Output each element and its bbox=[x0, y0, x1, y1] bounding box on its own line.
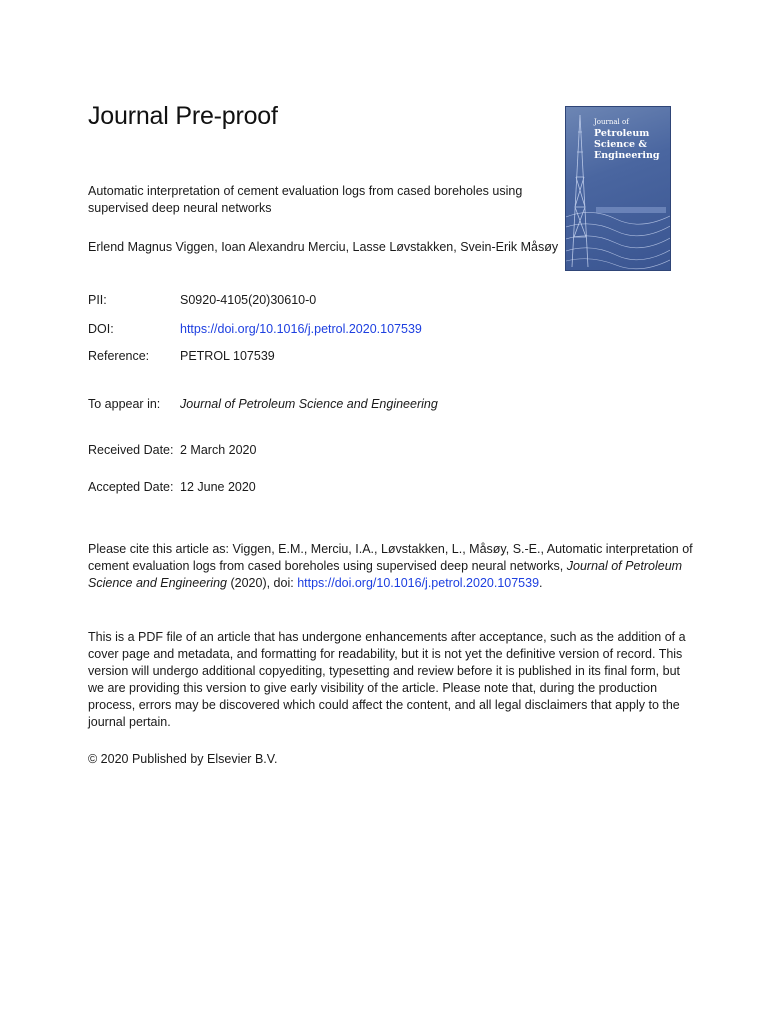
journal-cover-image bbox=[565, 106, 671, 271]
citation-doi-link[interactable]: https://doi.org/10.1016/j.petrol.2020.107539 bbox=[297, 576, 540, 590]
citation-year: (2020), doi: bbox=[227, 576, 298, 590]
reference-row bbox=[88, 349, 275, 363]
cover-journal-name bbox=[594, 117, 660, 161]
citation-paragraph bbox=[88, 541, 698, 592]
appear-in-row bbox=[88, 397, 438, 411]
pii-value: S0920-4105(20)30610-0 bbox=[180, 293, 317, 307]
accepted-date-value: 12 June 2020 bbox=[180, 480, 256, 494]
copyright-notice: © 2020 Published by Elsevier B.V. bbox=[88, 752, 278, 766]
article-title: Automatic interpretation of cement evaluation logs from cased boreholes using supervised deep neural networks bbox=[88, 184, 523, 215]
cover-line-3: Science & bbox=[594, 139, 647, 150]
reference-label: Reference: bbox=[88, 349, 150, 363]
accepted-date-label: Accepted Date: bbox=[88, 480, 174, 494]
citation-text: Please cite this article as: Viggen, E.M., Merciu, I.A., Løvstakken, L., Måsøy, S.-E., Automatic interpretation of cement evaluation logs from cased boreholes using supervised deep neural networks, bbox=[88, 542, 693, 573]
received-date-row bbox=[88, 443, 256, 457]
cover-line-2: Petroleum bbox=[594, 128, 650, 139]
doi-row bbox=[88, 322, 422, 336]
disclaimer-paragraph: This is a PDF file of an article that has undergone enhancements after acceptance, such as the addition of a cover page and metadata, and formatting for readability, but it is not yet the definitive version of record. This version will undergo additional copyediting, typesetting and review before it is published in its final form, but we are providing this version to give early visibility of the article. Please note that, during the production process, errors may be discovered which could affect the content, and all legal disclaimers that apply to the journal pertain. bbox=[88, 630, 686, 729]
doi-link[interactable]: https://doi.org/10.1016/j.petrol.2020.107539 bbox=[180, 322, 422, 336]
cover-line-4: Engineering bbox=[594, 150, 660, 161]
doi-label: DOI: bbox=[88, 322, 114, 336]
pii-label: PII: bbox=[88, 293, 107, 307]
cover-line-1: Journal of bbox=[594, 118, 629, 126]
reference-value: PETROL 107539 bbox=[180, 349, 275, 363]
pii-row bbox=[88, 293, 316, 307]
received-date-value: 2 March 2020 bbox=[180, 443, 257, 457]
citation-end: . bbox=[539, 576, 543, 590]
accepted-date-row bbox=[88, 480, 256, 494]
appear-in-value: Journal of Petroleum Science and Engineering bbox=[180, 397, 438, 411]
citation-journal: Journal of Petroleum Science and Engineering bbox=[88, 559, 683, 590]
article-authors: Erlend Magnus Viggen, Ioan Alexandru Merciu, Lasse Løvstakken, Svein-Erik Måsøy bbox=[88, 240, 559, 254]
page-title: Journal Pre-proof bbox=[88, 102, 278, 130]
received-date-label: Received Date: bbox=[88, 443, 174, 457]
appear-in-label: To appear in: bbox=[88, 397, 161, 411]
